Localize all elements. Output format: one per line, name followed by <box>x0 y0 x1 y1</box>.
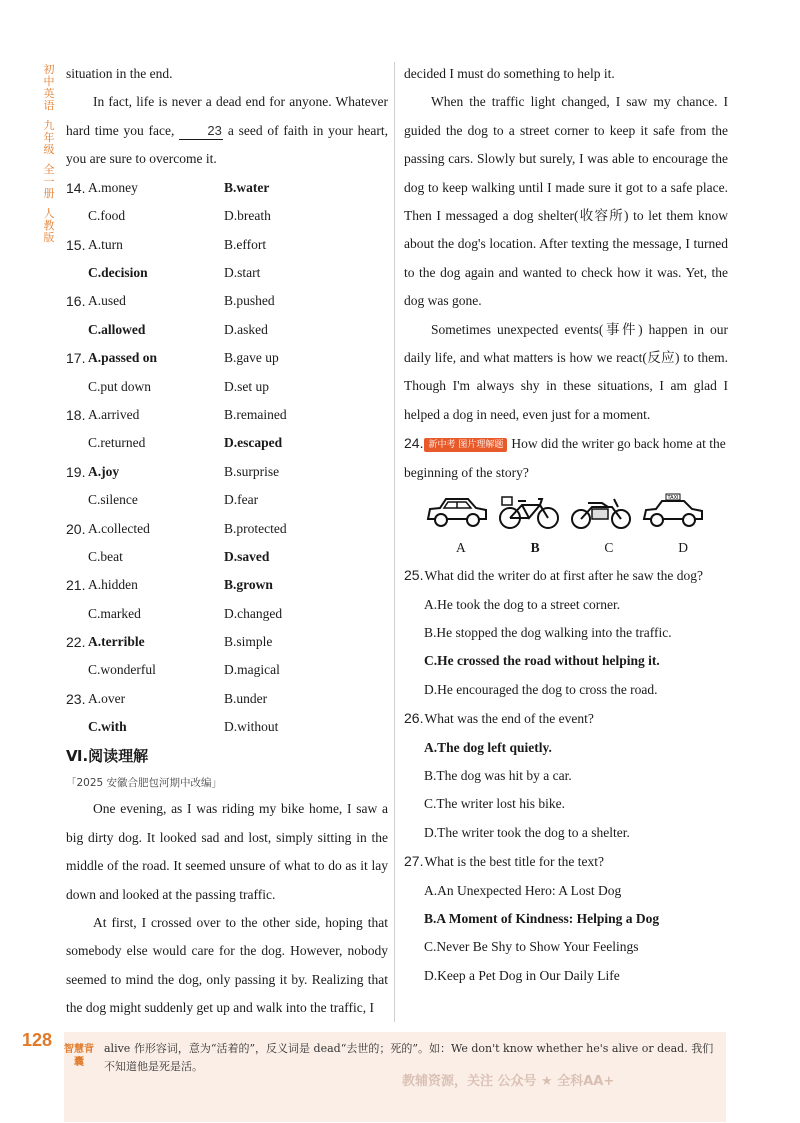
question-number: 25. <box>404 567 424 584</box>
question-number: 20. <box>66 520 86 537</box>
question-24 <box>404 429 728 487</box>
question-text: What was the end of the event? <box>424 711 594 727</box>
question-26 <box>404 704 728 733</box>
vehicle-label-d: D <box>678 540 688 556</box>
option-b: B.remained <box>224 406 287 422</box>
side-label-edition: 人教版 <box>43 207 55 244</box>
multiple-choice-questions <box>404 561 728 990</box>
option-c: C.returned <box>88 435 146 451</box>
answer-option: C.He crossed the road without helping it. <box>424 653 660 669</box>
vehicle-label-c: C <box>604 540 614 556</box>
option-c: C.decision <box>88 264 148 280</box>
option-row <box>66 259 388 287</box>
continued-line: decided I must do something to help it. <box>404 66 615 81</box>
option-row <box>66 571 388 599</box>
option-row <box>66 599 388 627</box>
option-row <box>66 628 388 656</box>
option-d: D.without <box>224 719 279 735</box>
answer-option: B.A Moment of Kindness: Helping a Dog <box>424 910 660 926</box>
page-number: 128 <box>22 1030 53 1050</box>
motorcycle-icon <box>568 491 634 531</box>
answer-option: D.He encouraged the dog to cross the road. <box>424 681 658 697</box>
question-number: 15. <box>66 236 86 253</box>
question-number: 24. <box>404 435 424 452</box>
option-b: B.grown <box>224 577 273 593</box>
option-c: C.marked <box>88 605 141 621</box>
vehicle-label-b: B <box>530 540 540 556</box>
question-number: 16. <box>66 293 86 310</box>
side-label <box>40 64 58 252</box>
option-row <box>66 202 388 230</box>
option-row <box>66 713 388 741</box>
question-number: 18. <box>66 406 86 423</box>
question-27 <box>404 847 728 876</box>
cloze-options <box>66 174 388 742</box>
option-a: A.turn <box>88 236 123 252</box>
option-d: D.changed <box>224 605 283 621</box>
right-column <box>404 60 728 990</box>
option-c: C.food <box>88 208 126 224</box>
question-number: 21. <box>66 577 86 594</box>
reading-paragraph-1: One evening, as I was riding my bike home, I saw a big dirty dog. It looked sad and lost, simply sitting in the middle of the road. It seemed unsure of what to do as it lay down and looked at the passing traffic. <box>66 801 388 902</box>
side-label-grade: 九年级 <box>43 119 55 156</box>
bicycle-icon <box>496 491 562 531</box>
cloze-paragraph: In fact, life is never a dead end for anyone. Whatever hard time you face, 23 a seed of faith in your heart, you are sure to overcome it. <box>66 94 389 167</box>
option-row <box>66 372 388 400</box>
option-row <box>66 458 388 486</box>
question-text: How did the writer go back home at the beginning of the story? <box>404 436 726 480</box>
option-b: B.protected <box>224 520 287 536</box>
question-25 <box>404 561 728 590</box>
answer-option: D.The writer took the dog to a shelter. <box>424 824 630 840</box>
option-b: B.surprise <box>224 463 280 479</box>
option-b: B.pushed <box>224 293 275 309</box>
reading-paragraph-2: At first, I crossed over to the other side, hoping that somebody else would care for the dog. However, nobody seemed to mind the dog, only passing it by. Realizing that the dog might suddenly get up and walk into the traffic, I <box>66 915 388 1016</box>
option-b: B.effort <box>224 236 267 252</box>
option-c: C.wonderful <box>88 662 156 678</box>
option-d: D.escaped <box>224 435 283 451</box>
option-c: C.put down <box>88 378 152 394</box>
option-a: A.hidden <box>88 577 138 593</box>
answer-option: C.The writer lost his bike. <box>424 796 565 812</box>
option-a: A.terrible <box>88 634 145 650</box>
answer-option: A.He took the dog to a street corner. <box>424 596 621 612</box>
blank-23: 23 <box>179 123 223 140</box>
question-number: 19. <box>66 463 86 480</box>
option-d: D.set up <box>224 378 269 394</box>
option-a: A.passed on <box>88 350 158 366</box>
option-d: D.fear <box>224 492 259 508</box>
question-text: What is the best title for the text? <box>424 854 605 870</box>
option-c: C.silence <box>88 492 138 508</box>
question-number: 22. <box>66 634 86 651</box>
question-number: 27. <box>404 853 424 870</box>
option-row <box>66 401 388 429</box>
column-divider <box>394 62 395 1022</box>
option-row <box>66 344 388 372</box>
taxi-sign: TAXI <box>667 495 679 502</box>
option-row <box>66 514 388 542</box>
option-d: D.asked <box>224 321 268 337</box>
tip-text: alive 作形容词，意为“活着的”，反义词是 dead“去世的；死的”。如：We don't know whether he's alive or dead. 我们不知道他是死是活。 <box>104 1042 714 1073</box>
answer-option: A.An Unexpected Hero: A Lost Dog <box>424 882 622 898</box>
option-row <box>66 174 388 202</box>
option-row <box>66 656 388 684</box>
option-c: C.beat <box>88 548 123 564</box>
option-a: A.used <box>88 293 126 309</box>
option-row <box>66 287 388 315</box>
option-row <box>66 429 388 457</box>
option-c: C.with <box>88 719 127 735</box>
intro-line: situation in the end. <box>66 66 173 81</box>
side-label-volume: 全一册 <box>43 163 55 200</box>
option-row <box>66 316 388 344</box>
vehicle-labels <box>404 535 728 561</box>
option-a: A.over <box>88 690 126 706</box>
tip-label: 智慧背囊 <box>64 1044 94 1068</box>
vehicle-pictures <box>404 487 728 535</box>
question-number: 17. <box>66 350 86 367</box>
option-a: A.arrived <box>88 406 140 422</box>
car-icon <box>424 491 490 531</box>
left-column <box>66 60 388 1023</box>
option-row <box>66 685 388 713</box>
option-b: B.water <box>224 179 270 195</box>
side-label-subject: 初中英语 <box>43 63 55 112</box>
option-c: C.allowed <box>88 321 146 337</box>
reading-paragraph-4: Sometimes unexpected events(事件) happen in our daily life, and what matters is how we react(反应) to them. Though I'm always shy in these situations, I am glad I helped a dog in need, even just for a moment. <box>404 321 728 422</box>
option-row <box>66 230 388 258</box>
option-row <box>66 543 388 571</box>
option-d: D.breath <box>224 208 271 224</box>
answer-option: A.The dog left quietly. <box>424 739 552 755</box>
answer-option: C.Never Be Shy to Show Your Feelings <box>424 939 639 955</box>
option-a: A.collected <box>88 520 150 536</box>
taxi-icon <box>640 491 706 531</box>
watermark: 教辅资源，关注 公众号 ★ 全科AA+ <box>402 1074 615 1089</box>
section-title: Ⅵ.阅读理解 <box>66 747 149 766</box>
option-a: A.joy <box>88 463 120 479</box>
answer-option: B.The dog was hit by a car. <box>424 767 572 783</box>
vehicle-label-a: A <box>456 540 466 556</box>
option-d: D.saved <box>224 548 270 564</box>
option-a: A.money <box>88 179 138 195</box>
option-b: B.gave up <box>224 350 279 366</box>
source-note: 「2025 安徽合肥包河期中改编」 <box>66 777 223 790</box>
new-exam-badge: 新中考 图片理解题 <box>424 438 507 452</box>
answer-option: D.Keep a Pet Dog in Our Daily Life <box>424 967 620 983</box>
reading-paragraph-3: When the traffic light changed, I saw my chance. I guided the dog to a street corner to keep it safe from the passing cars. Slowly but surely, I was able to encourage the dog to keep walking until I made sure it got to a safe place. Then I messaged a dog shelter(收容所) to let them know about the dog's location. After texting the message, I turned to the dog again and wanted to check how it was. Yet, the dog was gone. <box>404 94 728 309</box>
option-d: D.magical <box>224 662 280 678</box>
question-text: What did the writer do at first after he saw the dog? <box>424 568 703 584</box>
option-row <box>66 486 388 514</box>
question-number: 26. <box>404 710 424 727</box>
question-number: 14. <box>66 179 86 196</box>
option-d: D.start <box>224 264 261 280</box>
option-b: B.under <box>224 690 268 706</box>
option-b: B.simple <box>224 634 273 650</box>
answer-option: B.He stopped the dog walking into the traffic. <box>424 624 672 640</box>
question-number: 23. <box>66 690 86 707</box>
